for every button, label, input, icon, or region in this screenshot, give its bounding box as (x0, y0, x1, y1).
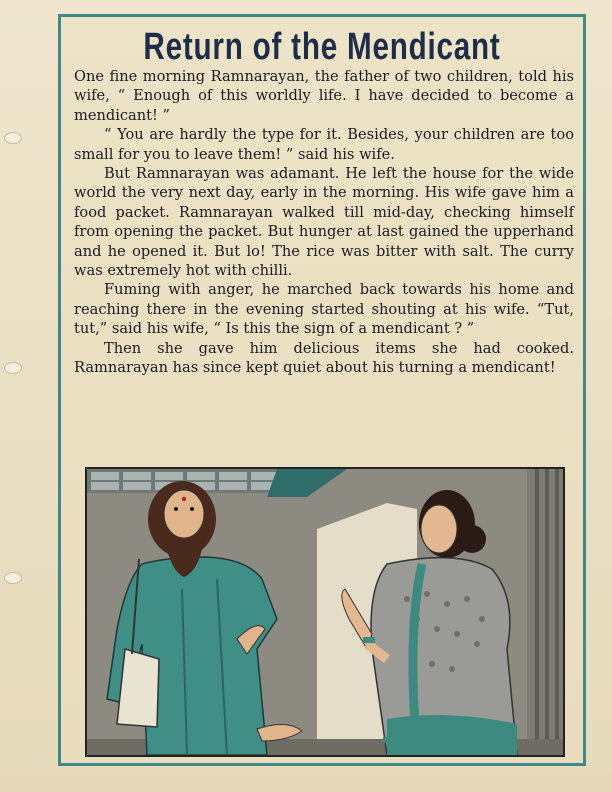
story-frame (58, 14, 586, 766)
paragraph-1: One fine morning Ramnarayan, the father of two children, told his wife, “ Enough of this worldly life. I have decided to become a mendicant! ” (74, 68, 574, 124)
paragraph-2: “ You are hardly the type for it. Besides, your children are too small for you to leave them! ” said his wife. (74, 126, 574, 163)
story-title: Return of the Mendicant (143, 26, 501, 68)
story-text (74, 67, 574, 378)
paragraph-4: Fuming with anger, he marched back towards his home and reaching there in the evening started shouting at his wife. “Tut, tut,” said his wife, “ Is this the sign of a mendicant ? ” (74, 281, 574, 338)
paragraph-5: Then she gave him delicious items she had cooked. Ramnarayan has since kept quiet about his turning a mendicant! (74, 339, 574, 377)
binding-hole (4, 362, 22, 374)
illustration-mendicant-and-wife-icon (87, 469, 563, 755)
binding-hole (4, 132, 22, 144)
illustration (85, 467, 565, 757)
paragraph-3: But Ramnarayan was adamant. He left the house for the wide world the very next day, early in the morning. His wife gave him a food packet. Ramnarayan walked till mid-day, checking himself from opening the packet. But hunger at last gained the upperhand and he opened it. But lo! The rice was bitter with salt. The curry was extremely hot with chilli. (74, 165, 574, 280)
binding-hole (4, 572, 22, 584)
